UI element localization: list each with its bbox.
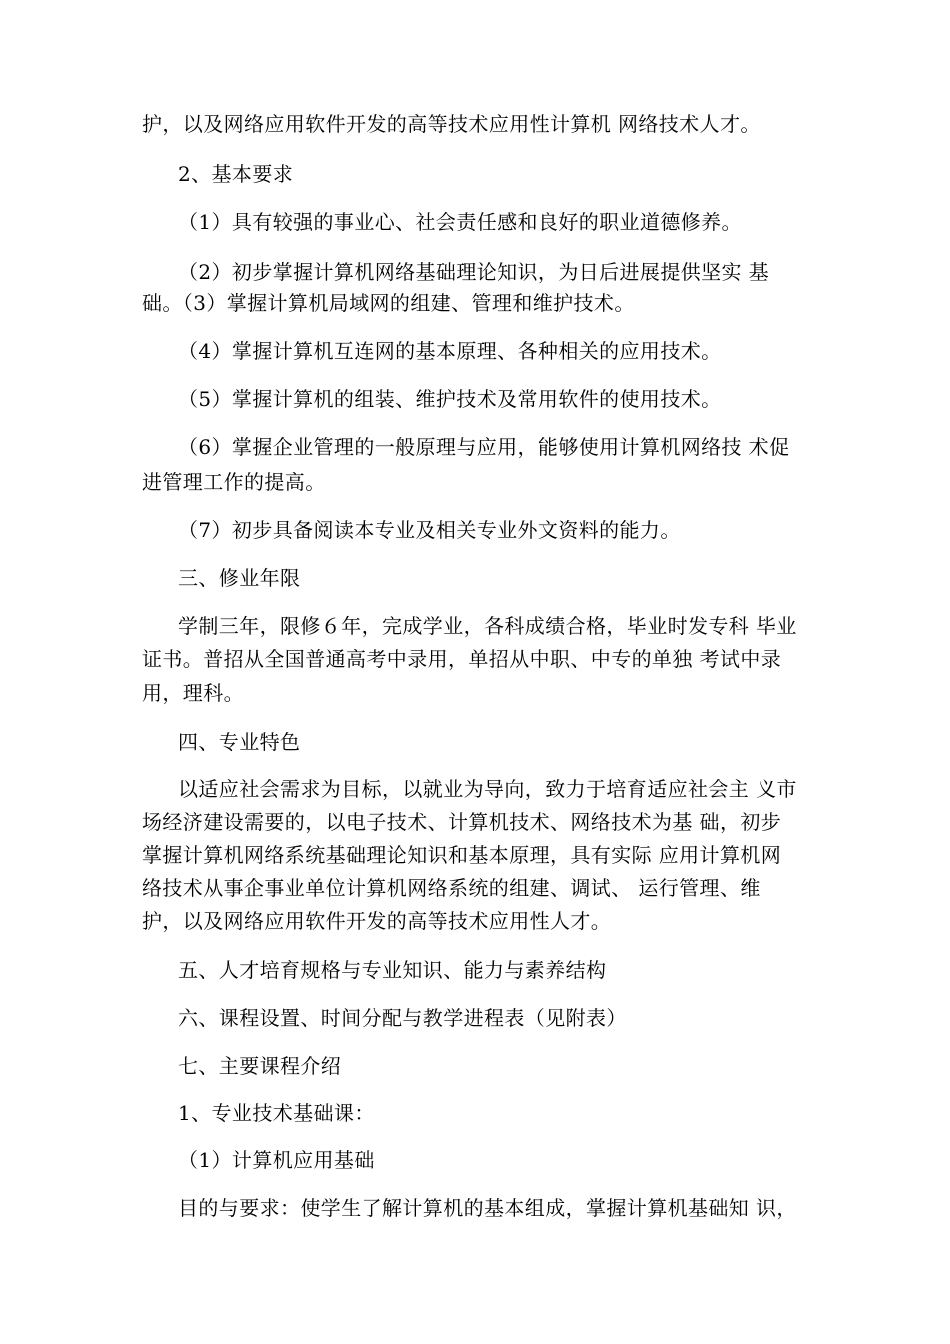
- text-line: 目的与要求：使学生了解计算机的基本组成，掌握计算机基础知 识，: [178, 1196, 797, 1220]
- text-line: （7）初步具备阅读本专业及相关专业外文资料的能力。: [178, 518, 681, 542]
- text-line: 1、专业技术基础课：: [178, 1101, 375, 1125]
- text-line: （4）掌握计算机互连网的基本原理、各种相关的应用技术。: [178, 339, 722, 363]
- text-line: 用，理科。: [142, 681, 244, 705]
- text-line: （1）具有较强的事业心、社会责任感和良好的职业道德修养。: [178, 210, 742, 234]
- text-line: （6）掌握企业管理的一般原理与应用，能够使用计算机网络技 术促: [178, 435, 790, 459]
- text-line: 护，以及网络应用软件开发的高等技术应用性人才。: [142, 909, 612, 933]
- text-line: 四、专业特色: [178, 730, 301, 754]
- text-line: 场经济建设需要的，以电子技术、计算机技术、网络技术为基 础，初步: [142, 810, 782, 834]
- text-line: 2、基本要求: [178, 162, 294, 186]
- text-line: 三、修业年限: [178, 566, 301, 590]
- text-line: 五、人才培育规格与专业知识、能力与素养结构: [178, 958, 607, 982]
- text-line: （5）掌握计算机的组装、维护技术及常用软件的使用技术。: [178, 387, 722, 411]
- text-line: 证书。普招从全国普通高考中录用，单招从中职、中专的单独 考试中录: [142, 647, 782, 671]
- text-line: 七、主要课程介绍: [178, 1054, 342, 1078]
- text-line: 进管理工作的提高。: [142, 470, 326, 494]
- text-line: 学制三年，限修６年，完成学业，各科成绩合格，毕业时发专科 毕业: [178, 614, 797, 638]
- text-line: 础。（3）掌握计算机局域网的组建、管理和维护技术。: [142, 291, 635, 315]
- text-line: （2）初步掌握计算机网络基础理论知识，为日后进展提供坚实 基: [178, 260, 770, 284]
- text-line: （1）计算机应用基础: [178, 1148, 375, 1172]
- text-line: 以适应社会需求为目标，以就业为导向，致力于培育适应社会主 义市: [178, 777, 797, 801]
- text-line: 掌握计算机网络系统基础理论知识和基本原理，具有实际 应用计算机网: [142, 843, 782, 867]
- text-line: 六、课程设置、时间分配与教学进程表（见附表）: [178, 1006, 627, 1030]
- text-line: 护，以及网络应用软件开发的高等技术应用性计算机 网络技术人才。: [142, 112, 761, 136]
- text-line: 络技术从事企事业单位计算机网络系统的组建、调试、 运行管理、维: [142, 876, 761, 900]
